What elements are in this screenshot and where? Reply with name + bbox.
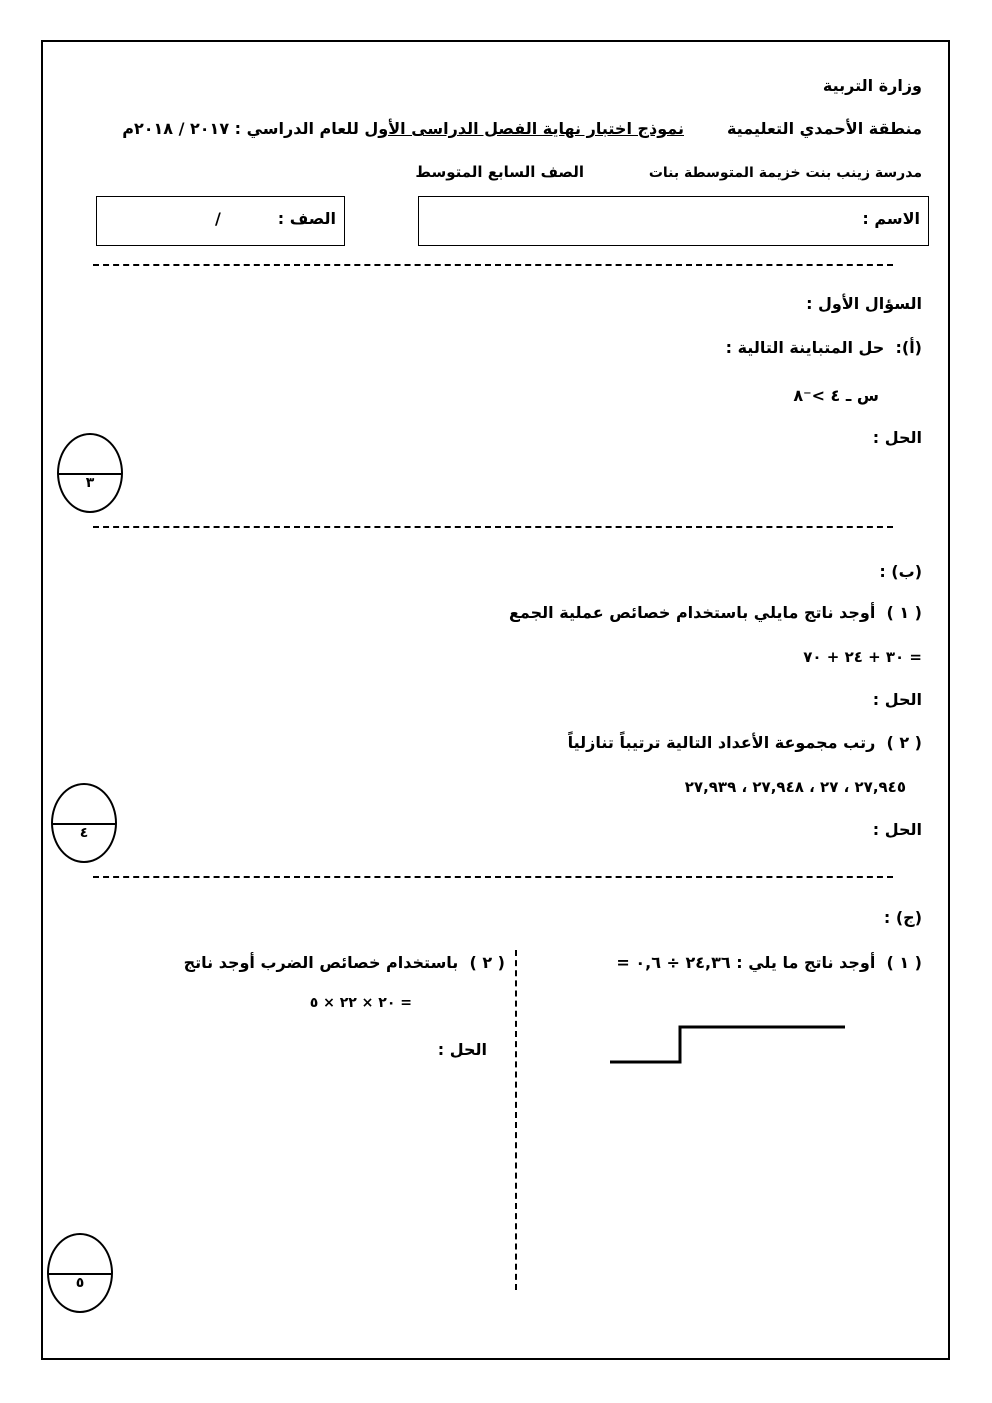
score-value-a: ٣ [85,474,95,491]
inequality-expression: س ـ ٤ >⁻٨ [793,386,879,405]
part-b-item1 [509,603,922,622]
part-b-item2 [568,733,922,752]
part-c-item2-prompt: باستخدام خصائص الضرب أوجد ناتج [183,953,459,972]
part-b-item1-prompt: أوجد ناتج مايلي باستخدام خصائص عملية الجمع [508,603,876,622]
name-label: الاسم : [862,209,920,228]
score-circle-b [51,783,117,863]
class-slash: / [215,209,221,228]
part-a-label: (أ): [895,338,922,357]
score-circle-a [57,433,123,513]
part-a-prompt: حل المتباينة التالية : [725,338,885,357]
column-divider [515,950,517,1290]
score-circle-c [47,1233,113,1313]
ministry-title: وزارة التربية [822,76,922,95]
exam-title-line [122,119,684,138]
part-b-item2-solution-label: الحل : [872,820,922,839]
score-value-c: ٥ [75,1274,85,1291]
part-c-item1 [616,953,922,972]
grade-level: الصف السابع المتوسط [415,163,584,181]
numbers-to-order: ٢٧,٩٤٥ ، ٢٧ ، ٢٧,٩٤٨ ، ٢٧,٩٣٩ [684,778,906,796]
class-label: الصف : [277,209,336,228]
part-b-item1-solution-label: الحل : [872,690,922,709]
score-value-b: ٤ [79,824,89,841]
divider [93,264,893,266]
part-c-item2-solution-label: الحل : [437,1040,487,1059]
part-c-item2-num: ( ٢ ) [469,953,505,972]
addition-expression: ٣٠ + ٢٤ + ٧٠ = [803,648,922,666]
exam-title: نموذج اختبار نهاية الفصل الدراسى الأول [364,119,684,138]
part-a-line [726,338,922,357]
part-a-solution-label: الحل : [872,428,922,447]
question-title: السؤال الأول : [806,294,922,313]
part-c-item1-num: ( ١ ) [886,953,922,972]
part-b-item1-num: ( ١ ) [886,603,922,622]
divider [93,876,893,878]
academic-year: للعام الدراسي : ٢٠١٧ / ٢٠١٨م [122,119,359,138]
class-box[interactable] [96,196,345,246]
part-b-item2-num: ( ٢ ) [886,733,922,752]
part-c-item2 [184,953,505,972]
region-title: منطقة الأحمدي التعليمية [726,119,922,138]
student-name-box[interactable] [418,196,929,246]
part-b-label: (ب) : [879,562,922,581]
part-b-item2-prompt: رتب مجموعة الأعداد التالية ترتيباً تنازلياً [567,733,876,752]
school-name: مدرسة زينب بنت خزيمة المتوسطة بنات [648,165,922,181]
part-c-label: (ج) : [883,908,922,927]
part-c-item1-prompt: أوجد ناتج ما يلي : ٢٤,٣٦ ÷ ٠,٦ = [616,953,876,972]
multiplication-expression: ٢٠ × ٢٢ × ٥ = [309,995,412,1011]
divider [93,526,893,528]
long-division-bracket [600,1020,850,1070]
